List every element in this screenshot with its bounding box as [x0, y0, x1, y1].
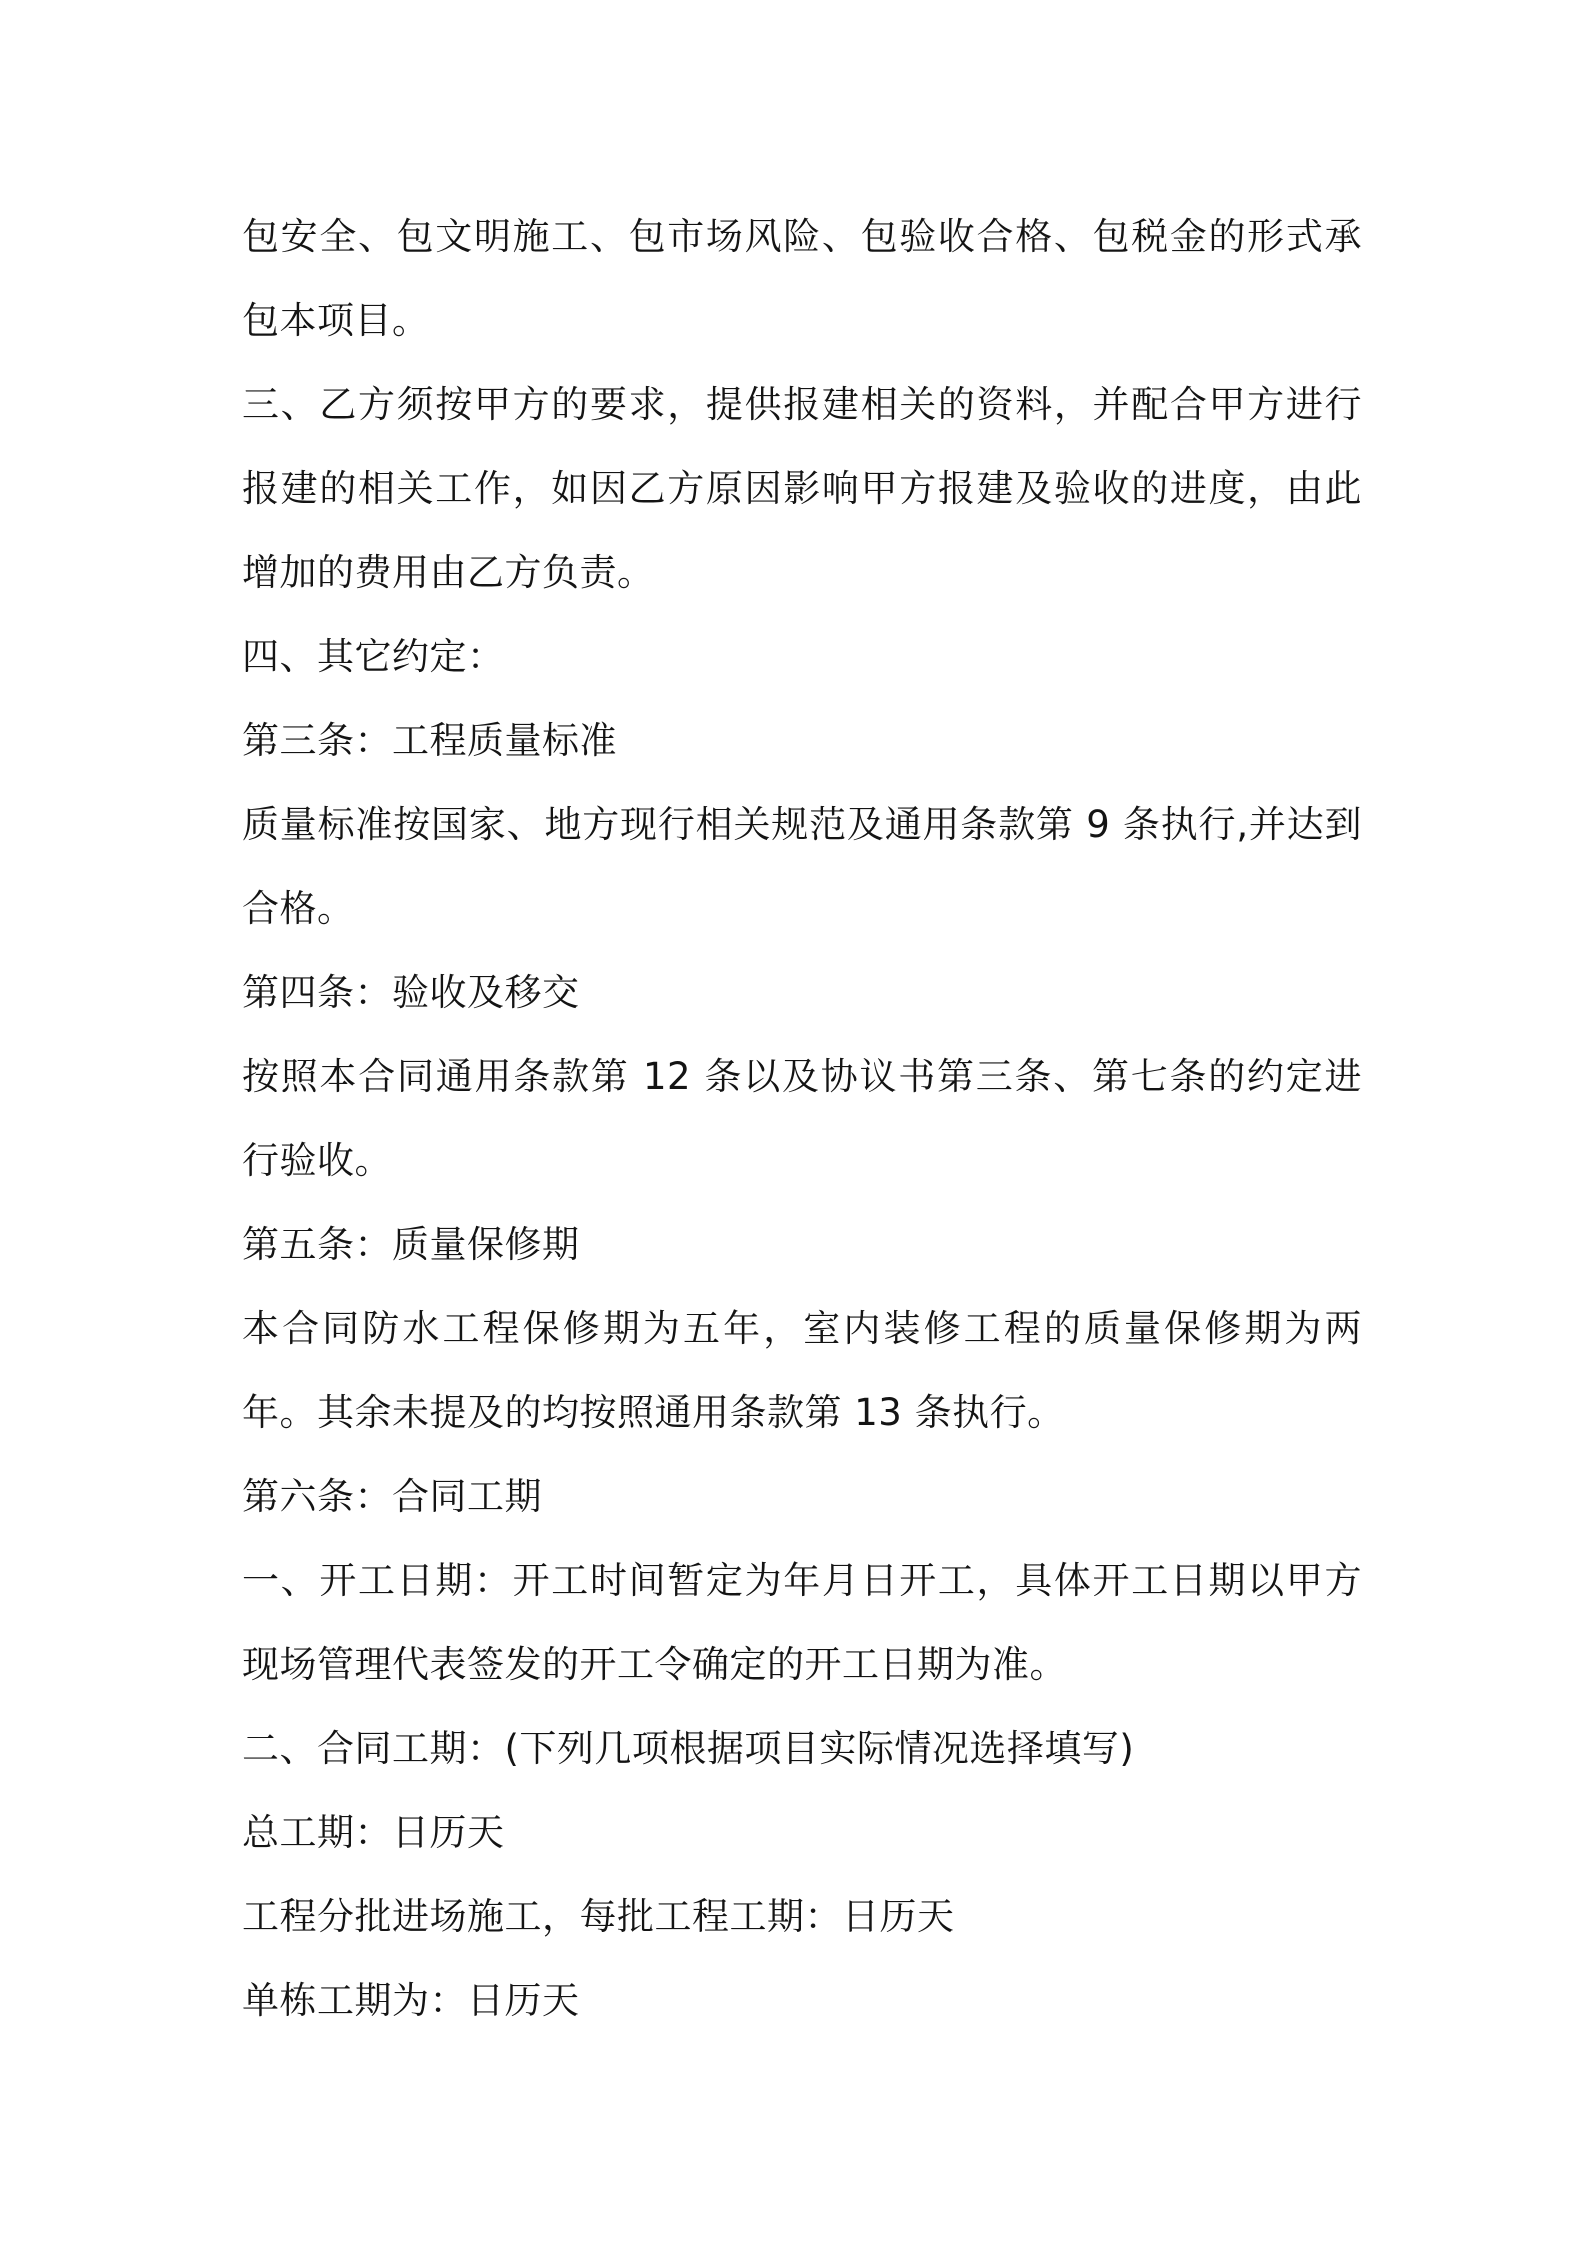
heading-article-four: 第四条：验收及移交 — [242, 971, 580, 1014]
paragraph-warranty: 本合同防水工程保修期为五年，室内装修工程的质量保修期为两年。其余未提及的均按照通用条款第 13 条执行。 — [242, 1307, 1362, 1434]
paragraph-clause-three-permits: 三、乙方须按甲方的要求，提供报建相关的资料，并配合甲方进行报建的相关工作，如因乙方原因影响甲方报建及验收的进度，由此增加的费用由乙方负责。 — [242, 383, 1362, 594]
heading-article-six: 第六条：合同工期 — [242, 1475, 542, 1518]
paragraph-contract-period: 二、合同工期：(下列几项根据项目实际情况选择填写) — [242, 1727, 1135, 1770]
heading-article-five: 第五条：质量保修期 — [242, 1223, 580, 1266]
paragraph-quality-standard: 质量标准按国家、地方现行相关规范及通用条款第 9 条执行,并达到合格。 — [242, 803, 1362, 930]
paragraph-start-date: 一、开工日期：开工时间暂定为年月日开工，具体开工日期以甲方现场管理代表签发的开工令确定的开工日期为准。 — [242, 1559, 1362, 1686]
paragraph-clause-four-other: 四、其它约定： — [242, 635, 505, 678]
paragraph-total-period: 总工期：日历天 — [242, 1811, 505, 1854]
document-body — [242, 195, 1362, 2043]
paragraph-scope-continuation: 包安全、包文明施工、包市场风险、包验收合格、包税金的形式承包本项目。 — [242, 215, 1362, 342]
paragraph-acceptance: 按照本合同通用条款第 12 条以及协议书第三条、第七条的约定进行验收。 — [242, 1055, 1362, 1182]
heading-article-three: 第三条：工程质量标准 — [242, 719, 617, 762]
paragraph-batch-period: 工程分批进场施工，每批工程工期：日历天 — [242, 1895, 955, 1938]
paragraph-single-building-period: 单栋工期为：日历天 — [242, 1979, 580, 2022]
